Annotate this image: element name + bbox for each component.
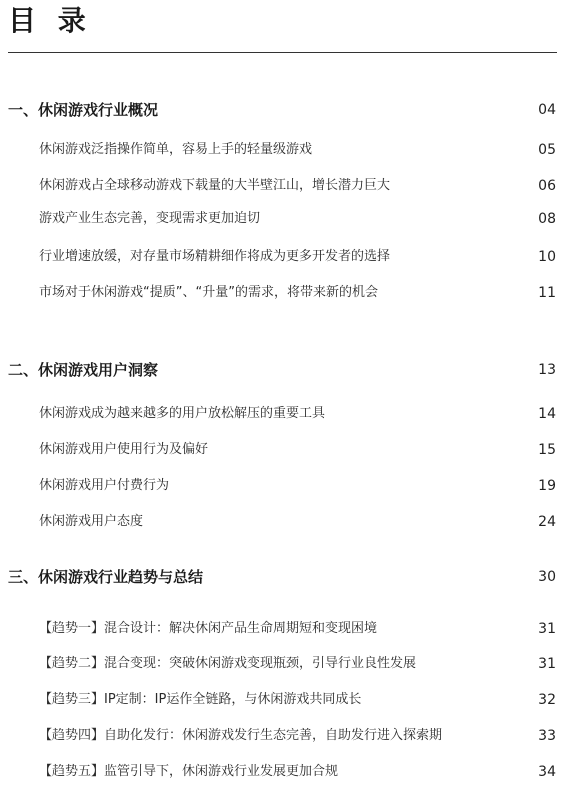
toc-page-number: 15 bbox=[538, 442, 556, 458]
toc-item[interactable] bbox=[8, 618, 556, 640]
toc-section-3[interactable] bbox=[8, 566, 556, 588]
toc-section-2[interactable] bbox=[8, 359, 556, 381]
toc-page-number: 05 bbox=[538, 142, 556, 158]
toc-section-1[interactable] bbox=[8, 99, 556, 121]
toc-item-label: 【趋势五】监管引导下，休闲游戏行业发展更加合规 bbox=[39, 764, 339, 779]
toc-page-number: 24 bbox=[538, 514, 556, 530]
toc-item-label: 【趋势三】IP定制：IP运作全链路，与休闲游戏共同成长 bbox=[39, 692, 362, 707]
toc-item[interactable] bbox=[8, 761, 556, 783]
toc-item-label: 休闲游戏用户态度 bbox=[39, 514, 144, 529]
toc-item-label: 休闲游戏泛指操作简单，容易上手的轻量级游戏 bbox=[39, 142, 313, 157]
toc-page-number: 33 bbox=[538, 728, 556, 744]
toc-item[interactable] bbox=[8, 511, 556, 533]
toc-page-number: 14 bbox=[538, 406, 556, 422]
toc-page-number: 08 bbox=[538, 211, 556, 227]
toc-item[interactable] bbox=[8, 282, 556, 304]
title-divider bbox=[8, 52, 557, 53]
toc-item-label: 行业增速放缓，对存量市场精耕细作将成为更多开发者的选择 bbox=[39, 249, 391, 264]
toc-page-number: 11 bbox=[538, 285, 556, 301]
toc-page-number: 10 bbox=[538, 249, 556, 265]
toc-page-number: 34 bbox=[538, 764, 556, 780]
toc-item[interactable] bbox=[8, 139, 556, 161]
toc-item-label: 市场对于休闲游戏“提质”、“升量”的需求，将带来新的机会 bbox=[39, 285, 378, 300]
toc-page-number: 31 bbox=[538, 621, 556, 637]
toc-item[interactable] bbox=[8, 653, 556, 675]
toc-page-number: 06 bbox=[538, 178, 556, 194]
toc-item-label: 休闲游戏成为越来越多的用户放松解压的重要工具 bbox=[39, 406, 326, 421]
toc-item-label: 游戏产业生态完善，变现需求更加迫切 bbox=[39, 211, 261, 226]
toc-item[interactable] bbox=[8, 725, 556, 747]
toc-page-number: 31 bbox=[538, 656, 556, 672]
toc-section-label: 三、休闲游戏行业趋势与总结 bbox=[8, 568, 204, 586]
toc-page-number: 13 bbox=[538, 362, 556, 378]
toc-item[interactable] bbox=[8, 208, 556, 230]
toc-item[interactable] bbox=[8, 246, 556, 268]
toc-section-label: 一、休闲游戏行业概况 bbox=[8, 101, 159, 119]
toc-page-number: 04 bbox=[538, 102, 556, 118]
toc-page-number: 30 bbox=[538, 569, 556, 585]
toc-page-number: 19 bbox=[538, 478, 556, 494]
toc-item[interactable] bbox=[8, 403, 556, 425]
toc-item[interactable] bbox=[8, 175, 556, 197]
toc-item-label: 【趋势四】自助化发行：休闲游戏发行生态完善，自助发行进入探索期 bbox=[39, 728, 443, 743]
toc-item-label: 【趋势二】混合变现：突破休闲游戏变现瓶颈，引导行业良性发展 bbox=[39, 656, 417, 671]
toc-item[interactable] bbox=[8, 475, 556, 497]
toc-item-label: 休闲游戏用户付费行为 bbox=[39, 478, 170, 493]
toc-item-label: 【趋势一】混合设计：解决休闲产品生命周期短和变现困境 bbox=[39, 621, 378, 636]
toc-item[interactable] bbox=[8, 439, 556, 461]
toc-section-label: 二、休闲游戏用户洞察 bbox=[8, 361, 159, 379]
toc-item-label: 休闲游戏占全球移动游戏下载量的大半壁江山，增长潜力巨大 bbox=[39, 178, 391, 193]
toc-item[interactable] bbox=[8, 689, 556, 711]
toc-page-number: 32 bbox=[538, 692, 556, 708]
page-title: 目 录 bbox=[8, 4, 92, 37]
toc-item-label: 休闲游戏用户使用行为及偏好 bbox=[39, 442, 209, 457]
